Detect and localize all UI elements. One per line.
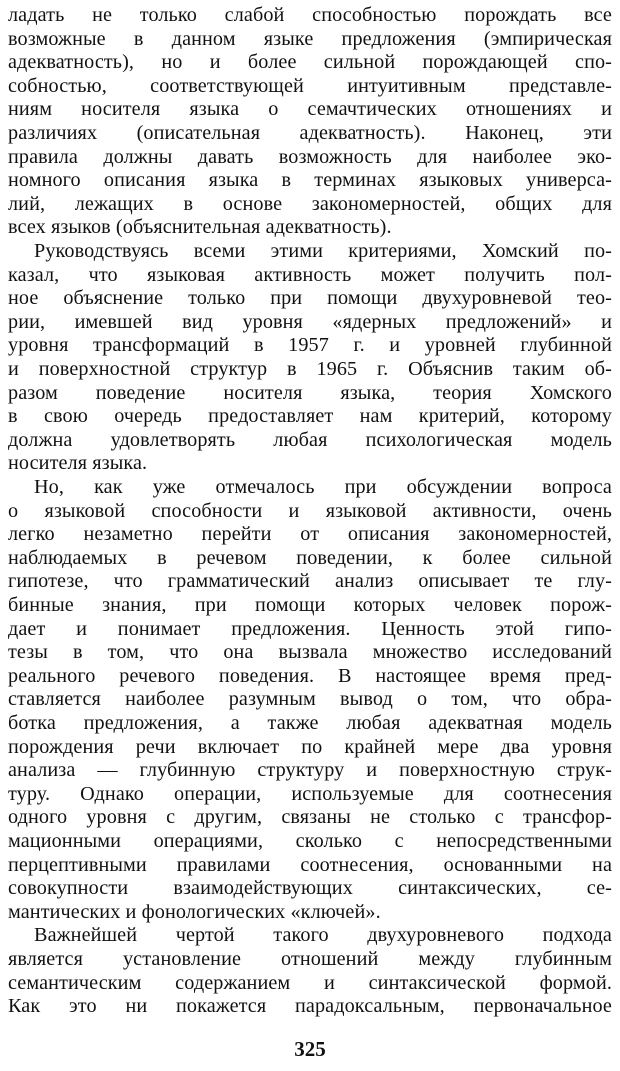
text-line: ладать не только слабой способностью порождать все — [8, 4, 612, 26]
book-page — [8, 0, 612, 1071]
text-line: гипотезе, что грамматический анализ описывает те глу- — [8, 570, 612, 593]
text-line: тезы в том, что она вызвала множество исследований — [8, 641, 612, 664]
text-line: дает и понимает предложения. Ценность этой гипо- — [8, 617, 612, 640]
text-line: правила должны давать возможность для наиболее эко- — [8, 145, 612, 168]
page-number: 325 — [294, 1037, 326, 1061]
text-line: различиях (описательная адекватность). Наконец, эти — [8, 122, 612, 144]
text-line: бинные знания, при помощи которых человек порож- — [8, 594, 612, 616]
text-line: ботка предложения, а также любая адекватная модель — [8, 712, 612, 734]
text-line: о языковой способности и языковой активности, очень — [8, 499, 612, 522]
text-line: всех языков (объяснительная адекватность). — [8, 216, 392, 239]
text-line: Важнейшей чертой такого двухуровневого подхода — [34, 924, 612, 947]
text-line: казал, что языковая активность может получить пол- — [8, 263, 612, 286]
text-line: возможные в данном языке предложения (эмпирическая — [8, 27, 612, 50]
text-line: совокупности взаимодействующих синтаксических, се- — [8, 877, 612, 900]
text-line: ставляется наиболее разумным вывод о том, что обра- — [8, 688, 612, 711]
text-line: собностью, соответствующей интуитивным представле- — [8, 74, 612, 97]
text-line: носителя языка. — [8, 452, 148, 475]
text-line: разом поведение носителя языка, теория Хомского — [8, 381, 612, 404]
text-line: мантических и фонологических «ключей». — [8, 900, 381, 923]
text-line: ниям носителя языка о семачтических отношениях и — [8, 98, 612, 121]
text-line: рии, имевшей вид уровня «ядерных предложений» и — [8, 310, 612, 333]
text-line: уровня трансформаций в 1957 г. и уровней глубинной — [8, 334, 612, 357]
text-line: одного уровня с другим, связаны не столько с трансфор- — [8, 806, 612, 829]
text-line: Но, как уже отмечалось при обсуждении вопроса — [34, 476, 612, 498]
text-line: в свою очередь предоставляет нам критерий, которому — [8, 405, 612, 428]
text-line: порождения речи включает по крайней мере два уровня — [8, 735, 612, 758]
text-line: является установление отношений между глубинным — [8, 948, 612, 970]
text-line: ное объяснение только при помощи двухуровневой тео- — [8, 287, 612, 310]
text-line: легко незаметно перейти от описания закономерностей, — [8, 523, 612, 546]
text-line: лий, лежащих в основе закономерностей, общих для — [8, 192, 612, 215]
text-line: наблюдаемых в речевом поведении, к более сильной — [8, 546, 612, 569]
text-line: анализа — глубинную структуру и поверхностную струк- — [8, 759, 612, 782]
text-line: Руководствуясь всеми этими критериями, Хомский по- — [34, 240, 612, 262]
text-line: реального речевого поведения. В настоящее время пред- — [8, 664, 612, 687]
text-line: Как это ни покажется парадоксальным, первоначальное — [8, 995, 612, 1018]
text-line: семантическим содержанием и синтаксической формой. — [8, 971, 612, 994]
text-line: адекватность), но и более сильной порождающей спо- — [8, 51, 612, 74]
text-line: мационными операциями, сколько с непосредственными — [8, 830, 612, 852]
text-line: и поверхностной структур в 1965 г. Объяснив таким об- — [8, 358, 612, 380]
text-line: номного описания языка в терминах языковых универса- — [8, 169, 612, 192]
text-line: туру. Однако операции, используемые для соотнесения — [8, 782, 612, 805]
text-line: перцептивными правилами соотнесения, основанными на — [8, 853, 612, 876]
text-line: должна удовлетворять любая психологическая модель — [8, 428, 612, 451]
